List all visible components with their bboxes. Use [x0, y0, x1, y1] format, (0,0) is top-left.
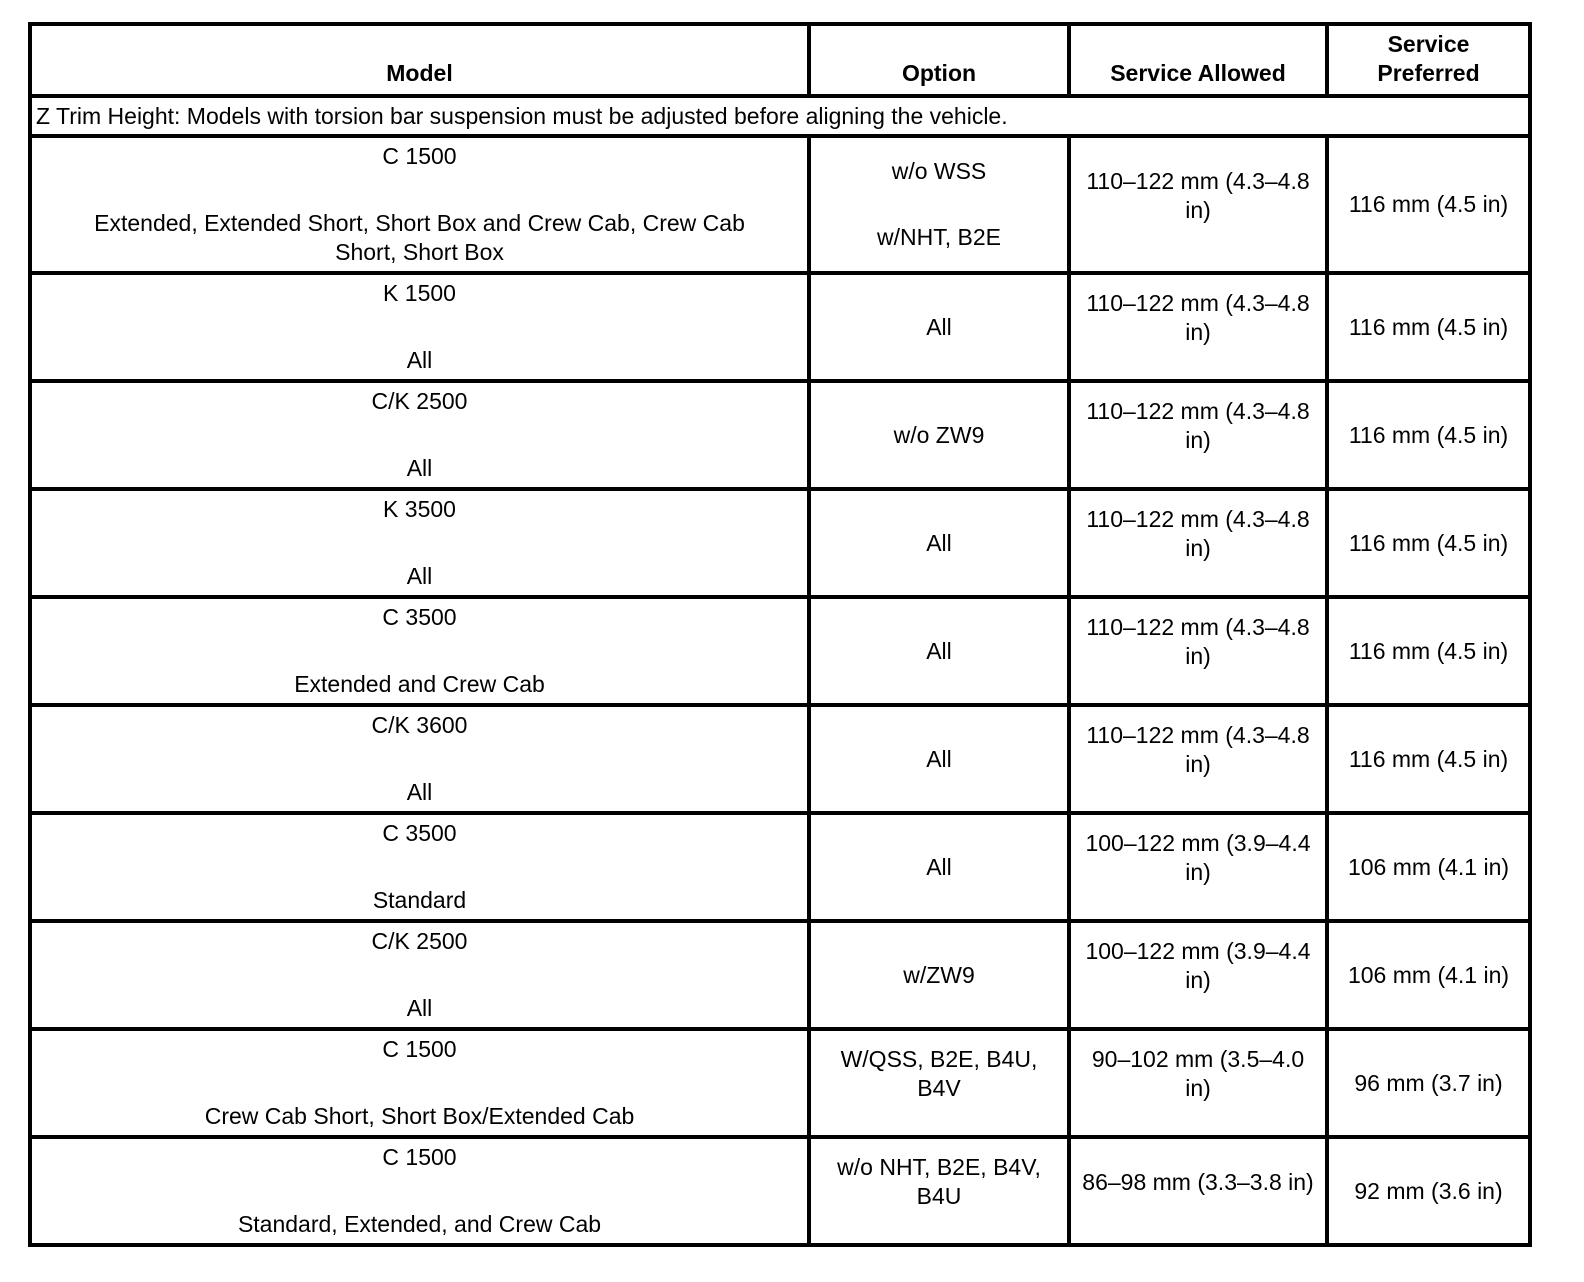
- model-cell: [30, 705, 809, 813]
- table-row: [30, 273, 1530, 381]
- service-allowed-value: 100–122 mm (3.9–4.4 in): [1085, 830, 1311, 885]
- option-cell: All: [809, 489, 1069, 597]
- service-preferred-cell: 92 mm (3.6 in): [1327, 1137, 1530, 1245]
- option-cell: All: [809, 813, 1069, 921]
- service-allowed-cell: [1069, 1029, 1327, 1137]
- table-row: [30, 381, 1530, 489]
- option-cell: w/o ZW9: [809, 381, 1069, 489]
- model-name: C/K 2500: [371, 928, 468, 954]
- table-row: [30, 597, 1530, 705]
- service-allowed-cell: [1069, 813, 1327, 921]
- service-preferred-cell: 106 mm (4.1 in): [1327, 921, 1530, 1029]
- service-allowed-cell: [1069, 705, 1327, 813]
- model-variant: Extended, Extended Short, Short Box and Crew Cab, Crew Cab Short, Short Box: [94, 210, 745, 265]
- model-cell: [30, 381, 809, 489]
- option-cell: [809, 136, 1069, 273]
- option-cell: All: [809, 705, 1069, 813]
- service-preferred-cell: 116 mm (4.5 in): [1327, 597, 1530, 705]
- model-name: K 1500: [383, 280, 456, 306]
- model-variant: Standard: [372, 887, 467, 913]
- model-variant: Standard, Extended, and Crew Cab: [237, 1211, 602, 1237]
- option-cell: w/ZW9: [809, 921, 1069, 1029]
- model-variant: All: [406, 779, 433, 805]
- service-allowed-value: 86–98 mm (3.3–3.8 in): [1082, 1168, 1314, 1195]
- service-allowed-cell: [1069, 921, 1327, 1029]
- option-cell: All: [809, 273, 1069, 381]
- service-allowed-cell: [1069, 136, 1327, 273]
- service-allowed-value: 110–122 mm (4.3–4.8 in): [1086, 398, 1310, 453]
- header-service-allowed: Service Allowed: [1069, 24, 1327, 96]
- service-allowed-value: 110–122 mm (4.3–4.8 in): [1086, 290, 1310, 345]
- option-cell: All: [809, 597, 1069, 705]
- model-name: K 3500: [383, 496, 456, 522]
- model-cell: [30, 273, 809, 381]
- option-line: w/o WSS: [891, 157, 987, 184]
- service-allowed-value: 110–122 mm (4.3–4.8 in): [1086, 506, 1310, 561]
- model-name: C/K 3600: [371, 712, 468, 738]
- model-name: C 1500: [382, 143, 457, 169]
- header-row: [30, 24, 1530, 96]
- model-variant: All: [406, 995, 433, 1021]
- model-cell: [30, 1029, 809, 1137]
- table-row: [30, 1029, 1530, 1137]
- service-allowed-cell: [1069, 381, 1327, 489]
- trim-height-table: [28, 22, 1532, 1247]
- table-row: [30, 813, 1530, 921]
- note-row: [30, 96, 1530, 136]
- table-row: [30, 489, 1530, 597]
- header-service-preferred-line1: Service: [1387, 31, 1470, 57]
- model-cell: [30, 1137, 809, 1245]
- model-cell: [30, 597, 809, 705]
- model-name: C 1500: [382, 1036, 457, 1062]
- service-preferred-cell: 106 mm (4.1 in): [1327, 813, 1530, 921]
- option-line: w/NHT, B2E: [877, 224, 1001, 251]
- model-name: C 1500: [382, 1144, 457, 1170]
- header-service-preferred: [1327, 24, 1530, 96]
- model-cell: [30, 136, 809, 273]
- option-cell: [809, 1137, 1069, 1245]
- trim-height-note: Z Trim Height: Models with torsion bar suspension must be adjusted before aligning the vehicle.: [30, 96, 1530, 136]
- model-name: C 3500: [382, 820, 457, 846]
- table-row: [30, 136, 1530, 273]
- model-variant: Extended and Crew Cab: [294, 671, 545, 697]
- table-row: [30, 921, 1530, 1029]
- option-value: W/QSS, B2E, B4U, B4V: [840, 1046, 1038, 1101]
- service-allowed-cell: [1069, 1137, 1327, 1245]
- model-cell: [30, 921, 809, 1029]
- model-cell: [30, 813, 809, 921]
- service-allowed-value: 100–122 mm (3.9–4.4 in): [1085, 938, 1311, 993]
- model-name: C/K 2500: [371, 388, 468, 414]
- service-allowed-value: 110–122 mm (4.3–4.8 in): [1086, 167, 1310, 223]
- header-model: Model: [30, 24, 809, 96]
- model-name: C 3500: [382, 604, 457, 630]
- table-row: [30, 1137, 1530, 1245]
- service-allowed-value: 90–102 mm (3.5–4.0 in): [1091, 1046, 1305, 1101]
- model-variant: All: [406, 347, 433, 373]
- service-preferred-cell: 116 mm (4.5 in): [1327, 136, 1530, 273]
- model-variant: All: [406, 563, 433, 589]
- header-service-preferred-line2: Preferred: [1377, 60, 1480, 86]
- service-preferred-cell: 116 mm (4.5 in): [1327, 273, 1530, 381]
- service-allowed-value: 110–122 mm (4.3–4.8 in): [1086, 722, 1310, 777]
- service-allowed-cell: [1069, 273, 1327, 381]
- model-cell: [30, 489, 809, 597]
- service-preferred-cell: 116 mm (4.5 in): [1327, 489, 1530, 597]
- service-preferred-cell: 116 mm (4.5 in): [1327, 705, 1530, 813]
- service-preferred-cell: 96 mm (3.7 in): [1327, 1029, 1530, 1137]
- model-variant: All: [406, 455, 433, 481]
- table-row: [30, 705, 1530, 813]
- model-variant: Crew Cab Short, Short Box/Extended Cab: [204, 1103, 635, 1129]
- service-preferred-cell: 116 mm (4.5 in): [1327, 381, 1530, 489]
- header-option: Option: [809, 24, 1069, 96]
- option-value: w/o NHT, B2E, B4V, B4U: [837, 1154, 1041, 1209]
- option-cell: [809, 1029, 1069, 1137]
- service-allowed-cell: [1069, 489, 1327, 597]
- service-allowed-cell: [1069, 597, 1327, 705]
- service-allowed-value: 110–122 mm (4.3–4.8 in): [1086, 614, 1310, 669]
